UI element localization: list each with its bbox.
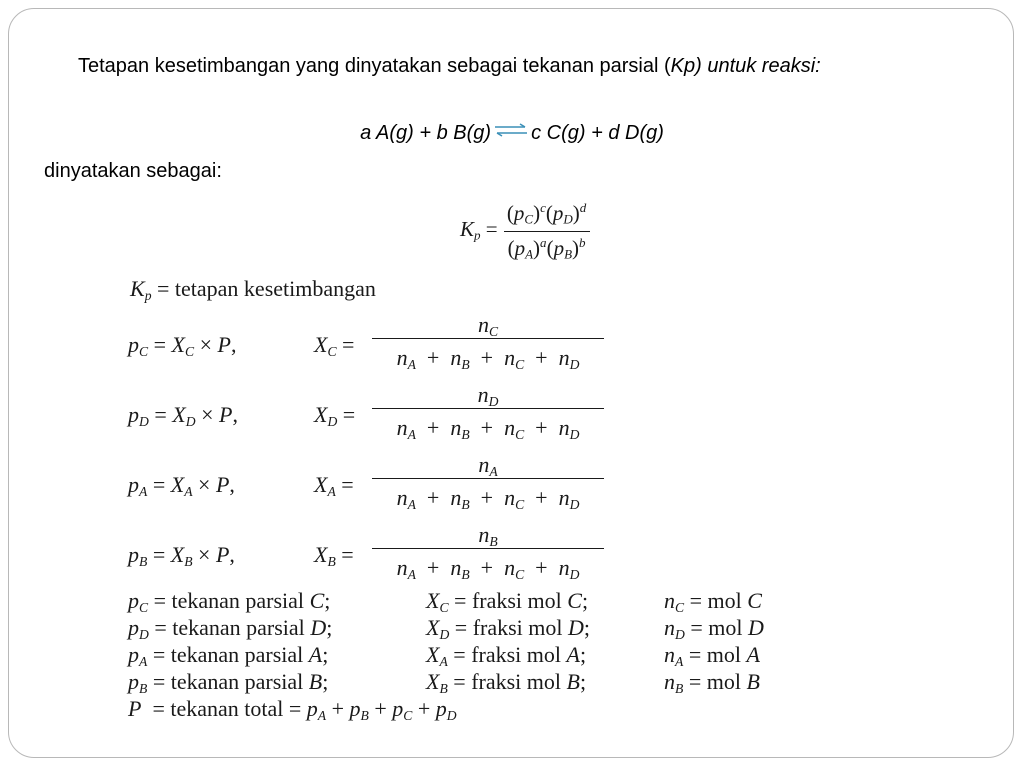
legend-pressure: $p_A$ = tekanan parsial A;: [128, 642, 329, 669]
partial-pressure-expr: $p_A = X_A \times P$,: [128, 472, 235, 499]
legend-fraction: $X_B$ = fraksi mol B;: [426, 669, 587, 696]
partial-pressure-expr: $p_C = X_C \times P$,: [128, 332, 237, 359]
legend-mol: $n_C$ = mol C: [664, 588, 762, 615]
mole-fraction-fraction: $n_B$ $n_A + n_B + n_C + n_D$: [372, 522, 604, 583]
intro-text: Tetapan kesetimbangan yang dinyatakan sebagai tekanan parsial (: [78, 55, 671, 77]
legend-pressure: $p_D$ = tekanan parsial D;: [128, 615, 333, 642]
legend-mol: $n_B$ = mol B: [664, 669, 760, 696]
reaction-right: c C(g) + d D(g): [531, 122, 664, 144]
kp-fraction: $\frac{(p_C)^c(p_D)^d}{(p_A)^a(p_B)^b}$: [503, 200, 590, 262]
legend-fraction: $X_C$ = fraksi mol C;: [426, 588, 589, 615]
mole-fraction-lhs: $X_A$ =: [314, 472, 354, 499]
legend-pressure: $p_B$ = tekanan parsial B;: [128, 669, 329, 696]
intro-kp-italic: Kp) untuk reaksi:: [670, 55, 821, 77]
legend-mol: $n_D$ = mol D: [664, 615, 764, 642]
reaction-equation: [0, 122, 1024, 145]
reaction-left: a A(g) + b B(g): [360, 122, 492, 144]
partial-pressure-expr: $p_B = X_B \times P$,: [128, 542, 235, 569]
legend-total-text: = tekanan total =: [152, 696, 302, 721]
equilibrium-arrows-icon: [493, 123, 529, 137]
partial-pressure-expr: $p_D = X_D \times P$,: [128, 402, 238, 429]
kp-definition: $K_p$ = tetapan kesetimbangan: [130, 276, 376, 303]
mole-fraction-lhs: $X_C$ =: [314, 332, 355, 359]
mole-fraction-fraction: $n_A$ $n_A + n_B + n_C + n_D$: [372, 452, 604, 513]
legend-mol: $n_A$ = mol A: [664, 642, 760, 669]
mole-fraction-lhs: $X_D$ =: [314, 402, 356, 429]
mole-fraction-fraction: $n_C$ $n_A + n_B + n_C + n_D$: [372, 312, 604, 373]
intro-paragraph: [78, 52, 958, 80]
legend-pressure: $p_C$ = tekanan parsial C;: [128, 588, 331, 615]
legend-fraction: $X_A$ = fraksi mol A;: [426, 642, 587, 669]
intro2-text: dinyatakan sebagai:: [44, 160, 222, 182]
mole-fraction-lhs: $X_B$ =: [314, 542, 354, 569]
legend-fraction: $X_D$ = fraksi mol D;: [426, 615, 591, 642]
kp-definition-text: = tetapan kesetimbangan: [157, 276, 376, 301]
mole-fraction-fraction: $n_D$ $n_A + n_B + n_C + n_D$: [372, 382, 604, 443]
kp-formula: $K_p$ = $\frac{(p_C)^c(p_D)^d}{(p_A)^a(p_B)^b}$: [460, 200, 590, 262]
